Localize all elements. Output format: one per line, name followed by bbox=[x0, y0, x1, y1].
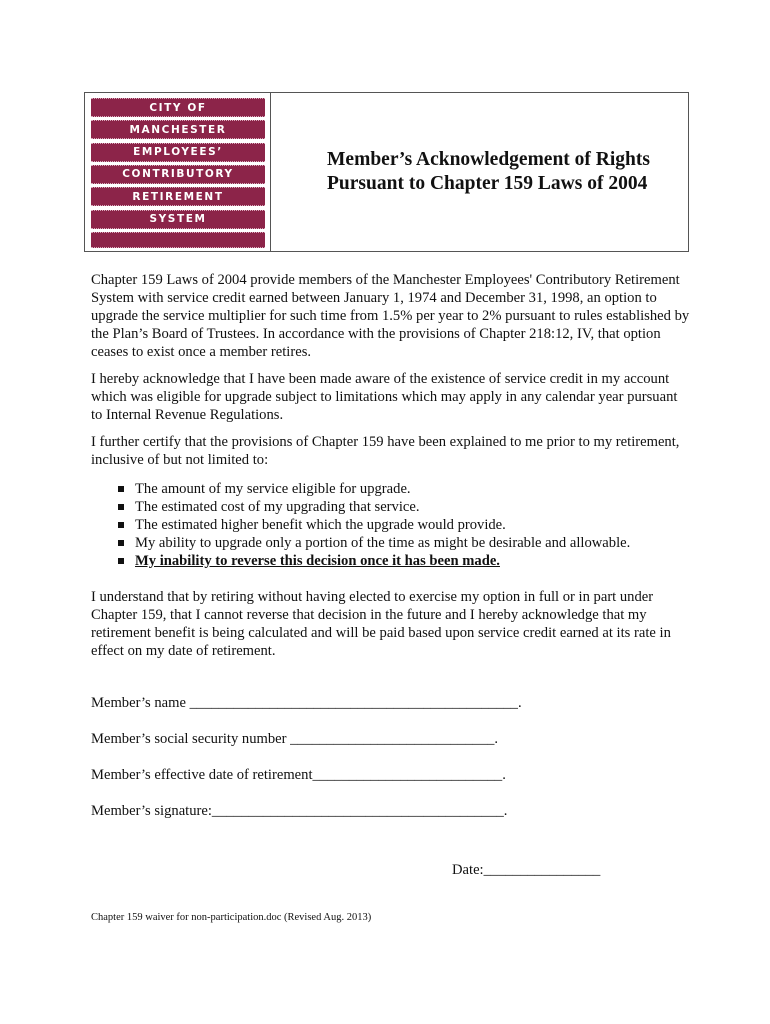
bullet-icon bbox=[118, 540, 124, 546]
list-item bbox=[118, 498, 691, 516]
list-item-emphasized bbox=[118, 552, 691, 570]
title-line-1: Member’s Acknowledgement of Rights bbox=[327, 149, 650, 170]
bullet-icon bbox=[118, 486, 124, 492]
logo-line: MANCHESTER bbox=[91, 120, 265, 139]
member-name-field[interactable]: Member’s name _____________________________________________. bbox=[91, 695, 522, 711]
member-ssn-field[interactable]: Member’s social security number ____________________________. bbox=[91, 731, 499, 747]
header-box bbox=[84, 92, 689, 252]
list-item bbox=[118, 516, 691, 534]
title-area bbox=[271, 93, 688, 251]
logo-line: CONTRIBUTORY bbox=[91, 165, 265, 184]
retirement-date-field[interactable]: Member’s effective date of retirement__________________________. bbox=[91, 767, 506, 783]
bullet-icon bbox=[118, 504, 124, 510]
page-title bbox=[327, 148, 650, 196]
document-body bbox=[91, 271, 691, 669]
logo-line: RETIREMENT bbox=[91, 187, 265, 206]
logo-column bbox=[85, 93, 271, 251]
member-signature-field[interactable]: Member’s signature:________________________________________. bbox=[91, 803, 508, 819]
document-footer: Chapter 159 waiver for non-participation.doc (Revised Aug. 2013) bbox=[91, 912, 372, 923]
logo-line: EMPLOYEES’ bbox=[91, 143, 265, 162]
list-item-text: The amount of my service eligible for upgrade. bbox=[135, 481, 411, 497]
paragraph-intro: Chapter 159 Laws of 2004 provide members of the Manchester Employees' Contributory Retirement System with service credit earned between January 1, 1974 and December 31, 1998, an option to upgrade the service multiplier for such time from 1.5% per year to 2% pursuant to rules established by the Plan’s Board of Trustees. In accordance with the provisions of Chapter 218:12, IV, that option ceases to exist once a member retires. bbox=[91, 272, 690, 360]
paragraph-understand: I understand that by retiring without having elected to exercise my option in full or in part under Chapter 159, that I cannot reverse that decision in the future and I hereby acknowledge that my retirement benefit is being calculated and will be paid based upon service credit earned at its rate in effect on my date of retirement. bbox=[91, 589, 671, 659]
list-item bbox=[118, 534, 691, 552]
paragraph-acknowledge: I hereby acknowledge that I have been made aware of the existence of service credit in my account which was eligible for upgrade subject to limitations which may apply in any calendar year pursuant to Internal Revenue Regulations. bbox=[91, 371, 678, 423]
paragraph-certify: I further certify that the provisions of Chapter 159 have been explained to me prior to my retirement, inclusive of but not limited to: bbox=[91, 434, 680, 468]
list-item bbox=[118, 480, 691, 498]
logo-line-blank bbox=[91, 232, 265, 248]
title-line-2: Pursuant to Chapter 159 Laws of 2004 bbox=[327, 173, 648, 194]
list-item-text: The estimated cost of my upgrading that service. bbox=[135, 499, 420, 515]
list-item-text: The estimated higher benefit which the upgrade would provide. bbox=[135, 517, 506, 533]
provisions-list bbox=[91, 480, 691, 570]
list-item-text: My ability to upgrade only a portion of the time as might be desirable and allowable. bbox=[135, 535, 631, 551]
bullet-icon bbox=[118, 522, 124, 528]
logo-line: CITY OF bbox=[91, 98, 265, 117]
date-field[interactable]: Date:________________ bbox=[452, 862, 601, 878]
bullet-icon bbox=[118, 558, 124, 564]
logo-line: SYSTEM bbox=[91, 210, 265, 229]
retirement-system-logo bbox=[91, 98, 265, 248]
list-item-text: My inability to reverse this decision once it has been made. bbox=[135, 553, 500, 569]
